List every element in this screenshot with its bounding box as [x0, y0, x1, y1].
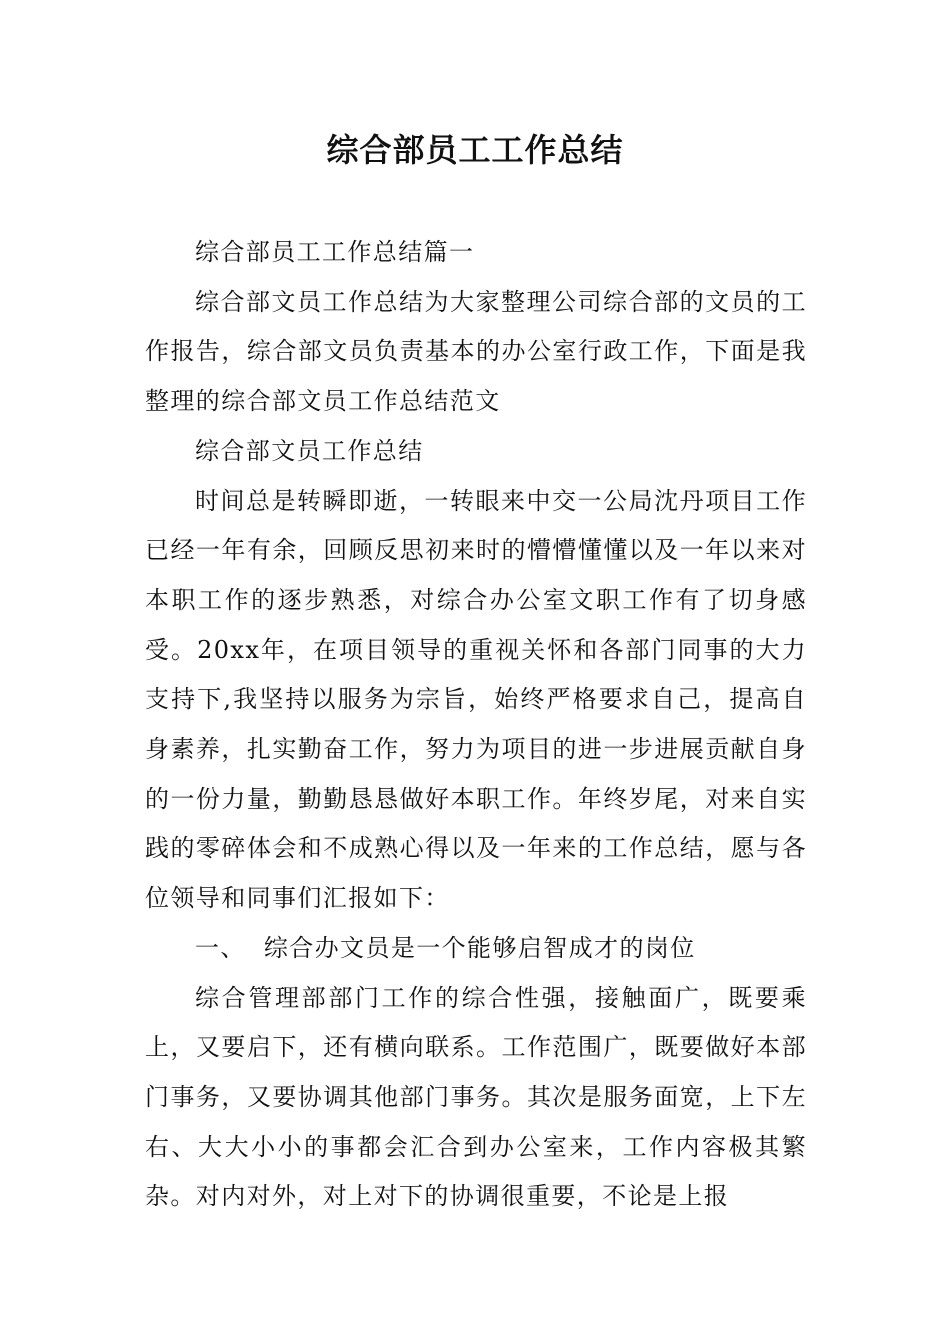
- paragraph: 时间总是转瞬即逝，一转眼来中交一公局沈丹项目工作已经一年有余，回顾反思初来时的懵懵懂懂以及一年以来对本职工作的逐步熟悉，对综合办公室文职工作有了切身感受。20xx年，在项目领导的重视关怀和各部门同事的大力支持下,我坚持以服务为宗旨，始终严格要求自己，提高自身素养，扎实勤奋工作，努力为项目的进一步进展贡献自身的一份力量，勤勤恳恳做好本职工作。年终岁尾，对来自实践的零碎体会和不成熟心得以及一年来的工作总结，愿与各位领导和同事们汇报如下：: [145, 486, 807, 913]
- section-heading: 综合部文员工作总结: [195, 436, 424, 465]
- document-title: 综合部员工工作总结: [326, 131, 624, 169]
- document-body: [145, 228, 807, 1222]
- section-heading: 综合部员工工作总结篇一: [195, 238, 475, 266]
- paragraph: 综合部文员工作总结为大家整理公司综合部的文员的工作报告，综合部文员负责基本的办公室行政工作，下面是我整理的综合部文员工作总结范文: [145, 287, 807, 416]
- paragraph: 综合管理部部门工作的综合性强，接触面广，既要乘上，又要启下，还有横向联系。工作范围广，既要做好本部门事务，又要协调其他部门事务。其次是服务面宽，上下左右、大大小小的事都会汇合到办公室来，工作内容极其繁杂。对内对外，对上对下的协调很重要，不论是上报: [145, 983, 807, 1211]
- section-heading: 一、 综合办文员是一个能够启智成才的岗位: [195, 933, 696, 962]
